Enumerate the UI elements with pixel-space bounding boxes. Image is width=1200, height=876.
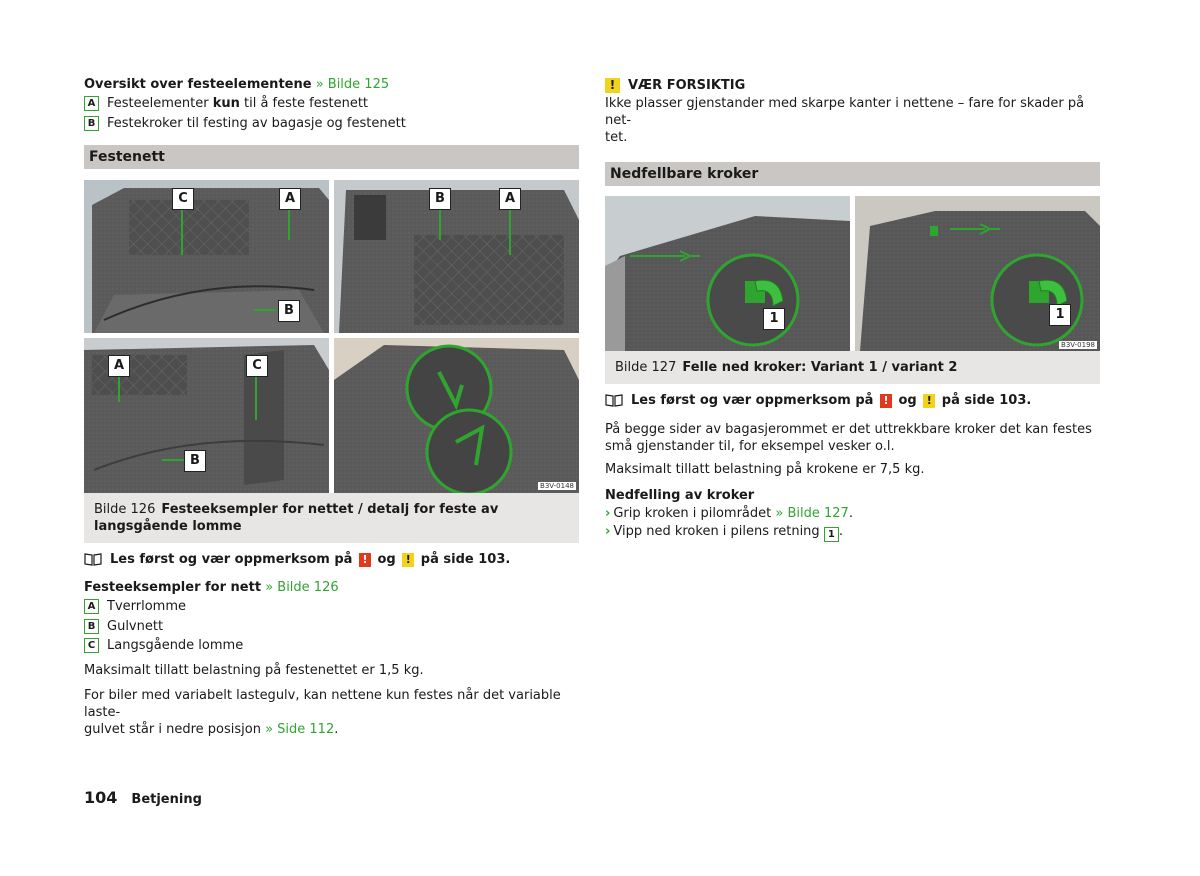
side-112-link[interactable]: » Side 112	[265, 721, 335, 737]
bilde-127-link[interactable]: » Bilde 127	[775, 506, 849, 521]
warning-icon: !	[605, 78, 620, 93]
fig127-tag-1-right: 1	[1049, 304, 1071, 326]
fig126-tag-b-3: B	[184, 450, 206, 472]
chevron-right-icon: ›	[605, 524, 611, 539]
hooks-illustration	[605, 196, 1100, 351]
left-column	[84, 76, 579, 738]
fold-step-1: › Grip kroken i pilområdet » Bilde 127.	[605, 506, 853, 521]
right-column	[605, 76, 1100, 542]
section-title-nedfellbare: Nedfellbare kroker	[605, 162, 1100, 186]
examples-ref-link[interactable]: » Bilde 126	[265, 580, 339, 595]
figure-127-caption: Bilde 127 Felle ned kroker: Variant 1 / variant 2	[605, 351, 1100, 384]
key-box-a: A	[84, 96, 99, 111]
book-icon	[605, 394, 623, 407]
fig126-tag-a-2: A	[499, 188, 521, 210]
fig126-code: B3V-0148	[540, 482, 574, 490]
fig126-tag-a-1: A	[279, 188, 301, 210]
overview-ref-link[interactable]: » Bilde 125	[315, 77, 390, 92]
max-load-net: Maksimalt tillatt belastning på festenettet er 1,5 kg.	[84, 662, 424, 678]
fold-heading: Nedfelling av kroker	[605, 488, 755, 503]
warning-text: Ikke plasser gjenstander med skarpe kanter i nettene – fare for skader på net- tet.	[605, 96, 1085, 145]
footer-section: Betjening	[131, 792, 202, 807]
page-number: 104	[84, 788, 118, 807]
figure-126-caption: Bilde 126 Festeeksempler for nettet / detalj for feste av langsgående lomme	[84, 493, 579, 543]
hooks-description: På begge sider av bagasjerommet er det uttrekkbare kroker det kan festes små gjenstander til, for eksempel vesker o.l.	[605, 422, 1092, 454]
fig126-tag-c-1: C	[172, 188, 194, 210]
examples-heading: Festeeksempler for nett » Bilde 126	[84, 580, 339, 595]
figure-127	[605, 196, 1100, 351]
section-title-festenett: Festenett	[84, 145, 579, 169]
fig126-tag-b-2: B	[429, 188, 451, 210]
danger-icon: !	[359, 553, 371, 567]
examples-item-a: A Tverrlomme	[84, 597, 579, 617]
chevron-right-icon: ›	[605, 506, 611, 521]
fold-step-2: › Vipp ned kroken i pilens retning 1 .	[605, 524, 843, 540]
key-box-a: A	[84, 599, 99, 614]
key-box-b: B	[84, 116, 99, 131]
danger-icon: !	[880, 394, 892, 408]
warning-heading: ! VÆR FORSIKTIG	[605, 78, 1100, 93]
read-first-left: Les først og vær oppmerksom på ! og ! på side 103.	[84, 552, 579, 567]
overview-heading: Oversikt over festeelementene » Bilde 125	[84, 77, 390, 92]
fig126-tag-b-1: B	[278, 300, 300, 322]
fig127-tag-1-left: 1	[763, 308, 785, 330]
overview-item-b: B Festekroker til festing av bagasje og festenett	[84, 114, 579, 134]
trunk-illustration	[84, 180, 579, 493]
warning-icon: !	[402, 553, 414, 567]
examples-item-b: B Gulvnett	[84, 617, 579, 637]
figure-126	[84, 180, 579, 493]
key-box-1: 1	[824, 527, 839, 542]
page-footer	[84, 788, 202, 807]
fig127-code: B3V-0198	[1061, 341, 1095, 349]
overview-item-a: A Festeelementer kun til å feste festenett	[84, 94, 579, 114]
fig126-tag-c-2: C	[246, 355, 268, 377]
key-box-c: C	[84, 638, 99, 653]
key-box-b: B	[84, 619, 99, 634]
read-first-right: Les først og vær oppmerksom på ! og ! på side 103.	[605, 393, 1100, 408]
book-icon	[84, 553, 102, 566]
fig126-tag-a-3: A	[108, 355, 130, 377]
warning-icon: !	[923, 394, 935, 408]
max-load-hooks: Maksimalt tillatt belastning på krokene er 7,5 kg.	[605, 462, 925, 477]
examples-item-c: C Langsgående lomme	[84, 636, 579, 656]
variable-floor-note: For biler med variabelt lastegulv, kan nettene kun festes når det variable laste- gulvet står i nedre posisjon » Side 112.	[84, 687, 561, 737]
